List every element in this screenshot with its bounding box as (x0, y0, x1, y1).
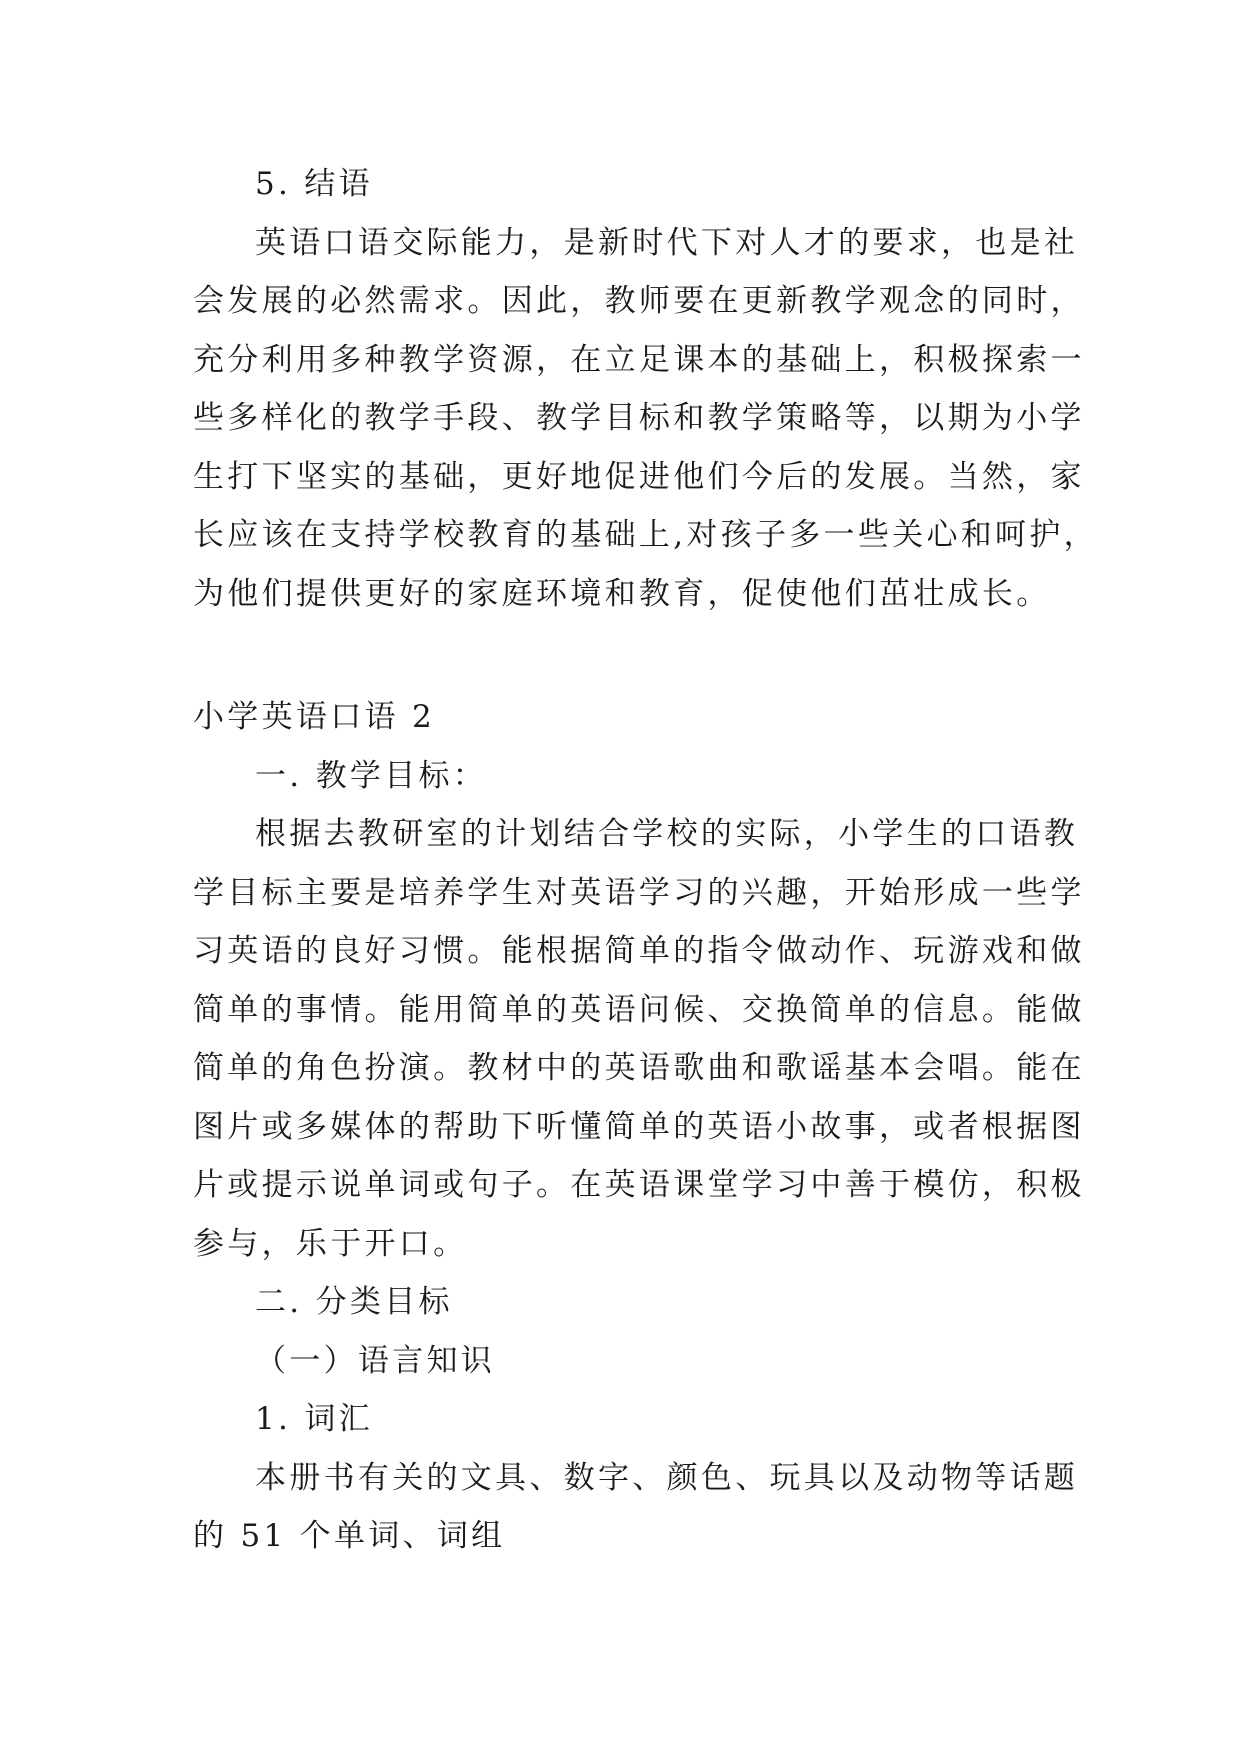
document-title: 小学英语口语 2 (193, 699, 435, 735)
paragraph-line: 参与，乐于开口。 (193, 1225, 468, 1262)
paragraph-line: 学目标主要是培养学生对英语学习的兴趣，开始形成一些学 (193, 874, 1085, 911)
paragraph-line: 生打下坚实的基础，更好地促进他们今后的发展。当然，家 (193, 458, 1085, 495)
subsection-heading: 1. 词汇 (255, 1401, 373, 1437)
paragraph-line: 习英语的良好习惯。能根据简单的指令做动作、玩游戏和做 (193, 933, 1085, 969)
paragraph-line: 会发展的必然需求。因此，教师要在更新教学观念的同时， (193, 283, 1085, 319)
paragraph-line: 的 51 个单词、词组 (193, 1518, 506, 1554)
paragraph-line: 为他们提供更好的家庭环境和教育，促使他们茁壮成长。 (193, 575, 1051, 612)
paragraph-line: 简单的事情。能用简单的英语问候、交换简单的信息。能做 (193, 991, 1085, 1028)
paragraph-line: 些多样化的教学手段、教学目标和教学策略等，以期为小学 (193, 400, 1085, 436)
vocab-paragraph (193, 1449, 1079, 1566)
section-heading: 二. 分类目标 (255, 1284, 453, 1320)
conclusion-paragraph (193, 214, 1098, 624)
paragraph-line: 长应该在支持学校教育的基础上,对孩子多一些关心和呵护， (193, 517, 1098, 553)
paragraph-line: 根据去教研室的计划结合学校的实际，小学生的口语教 (255, 816, 1079, 852)
section-heading: 一. 教学目标： (255, 757, 488, 794)
paragraph-line: 英语口语交际能力，是新时代下对人才的要求，也是社 (255, 224, 1079, 261)
goal-paragraph (193, 805, 1085, 1273)
section-heading: 5. 结语 (255, 166, 373, 202)
document-body (193, 155, 1098, 1566)
paragraph-line: 图片或多媒体的帮助下听懂简单的英语小故事，或者根据图 (193, 1108, 1085, 1145)
paragraph-line: 本册书有关的文具、数字、颜色、玩具以及动物等话题 (255, 1459, 1079, 1496)
subsection-heading: （一）语言知识 (255, 1342, 496, 1379)
section-spacer (193, 623, 1053, 688)
paragraph-line: 片或提示说单词或句子。在英语课堂学习中善于模仿，积极 (193, 1167, 1085, 1203)
paragraph-line: 充分利用多种教学资源，在立足课本的基础上，积极探索一 (193, 341, 1085, 378)
paragraph-line: 简单的角色扮演。教材中的英语歌曲和歌谣基本会唱。能在 (193, 1050, 1085, 1086)
